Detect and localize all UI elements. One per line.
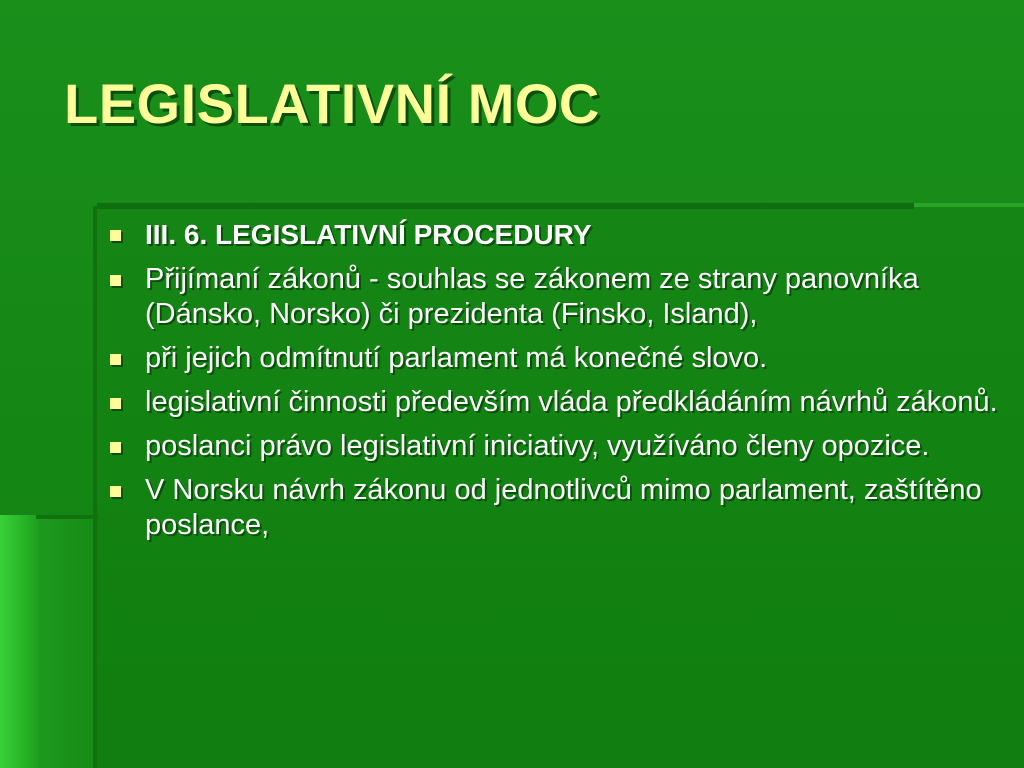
bullet-text: III. 6. LEGISLATIVNÍ PROCEDURY [145, 219, 592, 250]
bullet-item [108, 429, 998, 464]
square-bullet-icon [110, 486, 121, 497]
bullet-item [108, 341, 998, 376]
square-bullet-icon [110, 442, 121, 453]
left-accent-top-border [36, 515, 98, 519]
bullet-text: Přijímaní zákonů - souhlas se zákonem ze strany panovníka (Dánsko, Norsko) či prezidenta (Finsko, Island), [145, 263, 919, 330]
slide-title: LEGISLATIVNÍ MOC [64, 72, 600, 135]
panel-left-border [93, 206, 97, 768]
left-accent-band-inner [38, 515, 93, 768]
bullet-item [108, 385, 998, 420]
square-bullet-icon [110, 398, 121, 409]
square-bullet-icon [110, 275, 121, 286]
bullet-text: V Norsku návrh zákonu od jednotlivců mimo parlament, zaštítěno poslance, [145, 474, 982, 541]
left-accent-band [0, 515, 38, 768]
square-bullet-icon [110, 230, 121, 241]
panel-top-border-highlight [914, 203, 1024, 207]
bullet-text: při jejich odmítnutí parlament má konečné slovo. [145, 342, 768, 374]
square-bullet-icon [110, 354, 121, 365]
bullet-item [108, 217, 998, 253]
bullet-item [108, 262, 998, 332]
panel-top-border [97, 203, 914, 209]
bullet-item [108, 473, 998, 543]
bullet-text: legislativní činnosti především vláda předkládáním návrhů zákonů. [145, 386, 998, 418]
bullet-text: poslanci právo legislativní iniciativy, využíváno členy opozice. [145, 430, 930, 462]
bullet-list [108, 217, 998, 552]
